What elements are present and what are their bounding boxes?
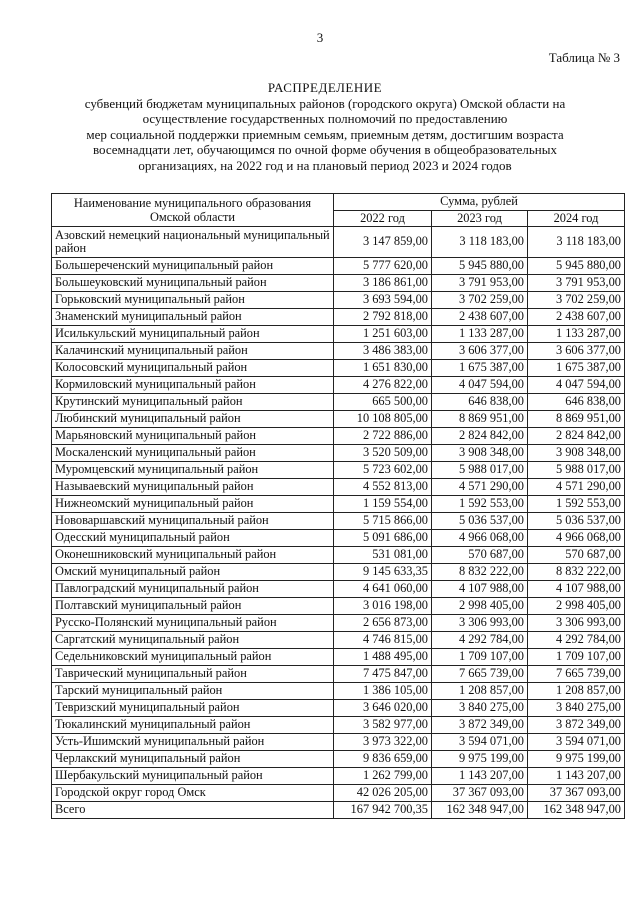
value-2022-cell: 3 147 859,00: [334, 227, 432, 258]
value-2022-cell: 1 488 495,00: [334, 649, 432, 666]
value-2023-cell: 3 702 259,00: [432, 292, 528, 309]
subtitle-line: восемнадцати лет, обучающимся по очной форме обучения в общеобразовательных: [92, 142, 557, 157]
table-row: [52, 649, 625, 666]
value-2024-cell: 4 571 290,00: [528, 479, 625, 496]
value-2023-cell: 5 988 017,00: [432, 462, 528, 479]
region-name-cell: Городской округ город Омск: [52, 785, 334, 802]
value-2023-cell: 4 571 290,00: [432, 479, 528, 496]
value-2024-cell: 3 606 377,00: [528, 343, 625, 360]
value-2022-cell: 5 715 866,00: [334, 513, 432, 530]
value-2022-cell: 1 159 554,00: [334, 496, 432, 513]
region-name-cell: Седельниковский муниципальный район: [52, 649, 334, 666]
region-name-cell: Полтавский муниципальный район: [52, 598, 334, 615]
subtitle-line: субвенций бюджетам муниципальных районов (городского округа) Омской области на: [84, 95, 566, 111]
region-name-cell: Тарский муниципальный район: [52, 683, 334, 700]
value-2024-cell: 2 438 607,00: [528, 309, 625, 326]
year-header-2022: 2022 год: [334, 211, 432, 227]
value-2024-cell: 3 791 953,00: [528, 275, 625, 292]
table-row: [52, 598, 625, 615]
value-2023-cell: 4 047 594,00: [432, 377, 528, 394]
table-row: [52, 700, 625, 717]
value-2024-cell: 3 306 993,00: [528, 615, 625, 632]
value-2024-cell: 3 840 275,00: [528, 700, 625, 717]
title-heading: РАСПРЕДЕЛЕНИЕ: [267, 80, 383, 95]
table-body: [52, 227, 625, 819]
region-name-cell: Нововаршавский муниципальный район: [52, 513, 334, 530]
table-label: Таблица № 3: [548, 50, 620, 65]
value-2024-cell: 3 118 183,00: [528, 227, 625, 258]
value-2022-cell: 1 386 105,00: [334, 683, 432, 700]
value-2022-cell: 167 942 700,35: [334, 802, 432, 819]
region-name-cell: Большеуковский муниципальный район: [52, 275, 334, 292]
value-2024-cell: 3 872 349,00: [528, 717, 625, 734]
value-2024-cell: 4 292 784,00: [528, 632, 625, 649]
value-2022-cell: 1 262 799,00: [334, 768, 432, 785]
region-name-cell: Муромцевский муниципальный район: [52, 462, 334, 479]
table-row: [52, 445, 625, 462]
subtitle-line: осуществление государственных полномочий по предоставлению: [142, 111, 508, 126]
value-2023-cell: 5 036 537,00: [432, 513, 528, 530]
value-2024-cell: 5 988 017,00: [528, 462, 625, 479]
value-2023-cell: 5 945 880,00: [432, 258, 528, 275]
value-2022-cell: 7 475 847,00: [334, 666, 432, 683]
value-2024-cell: 8 832 222,00: [528, 564, 625, 581]
value-2023-cell: 4 107 988,00: [432, 581, 528, 598]
name-column-header: Наименование муниципального образования Омской области: [52, 194, 334, 227]
value-2024-cell: 3 594 071,00: [528, 734, 625, 751]
value-2023-cell: 4 292 784,00: [432, 632, 528, 649]
value-2024-cell: 1 208 857,00: [528, 683, 625, 700]
value-2022-cell: 3 520 509,00: [334, 445, 432, 462]
value-2024-cell: 9 975 199,00: [528, 751, 625, 768]
region-name-cell: Исилькульский муниципальный район: [52, 326, 334, 343]
region-name-cell: Оконешниковский муниципальный район: [52, 547, 334, 564]
value-2024-cell: 1 675 387,00: [528, 360, 625, 377]
region-name-cell: Черлакский муниципальный район: [52, 751, 334, 768]
value-2024-cell: 4 047 594,00: [528, 377, 625, 394]
region-name-cell: Кормиловский муниципальный район: [52, 377, 334, 394]
region-name-cell: Азовский немецкий национальный муниципальный район: [52, 227, 334, 258]
value-2023-cell: 3 840 275,00: [432, 700, 528, 717]
value-2023-cell: 3 908 348,00: [432, 445, 528, 462]
region-name-cell: Любинский муниципальный район: [52, 411, 334, 428]
value-2023-cell: 1 675 387,00: [432, 360, 528, 377]
value-2022-cell: 1 651 830,00: [334, 360, 432, 377]
table-row: [52, 564, 625, 581]
value-2023-cell: 2 824 842,00: [432, 428, 528, 445]
table-row: [52, 615, 625, 632]
table-row: [52, 530, 625, 547]
value-2023-cell: 162 348 947,00: [432, 802, 528, 819]
table-row: [52, 377, 625, 394]
value-2022-cell: 4 276 822,00: [334, 377, 432, 394]
value-2023-cell: 4 966 068,00: [432, 530, 528, 547]
value-2023-cell: 3 306 993,00: [432, 615, 528, 632]
table-row: [52, 513, 625, 530]
table-row: [52, 785, 625, 802]
region-name-cell: Называевский муниципальный район: [52, 479, 334, 496]
value-2023-cell: 37 367 093,00: [432, 785, 528, 802]
value-2023-cell: 3 606 377,00: [432, 343, 528, 360]
region-name-cell: Тевризский муниципальный район: [52, 700, 334, 717]
page-number: 3: [316, 30, 324, 45]
region-name-cell: Омский муниципальный район: [52, 564, 334, 581]
value-2022-cell: 5 091 686,00: [334, 530, 432, 547]
distribution-table: [51, 193, 625, 819]
year-header-2023: 2023 год: [432, 211, 528, 227]
value-2023-cell: 1 143 207,00: [432, 768, 528, 785]
value-2022-cell: 5 723 602,00: [334, 462, 432, 479]
year-header-2024: 2024 год: [528, 211, 625, 227]
value-2024-cell: 162 348 947,00: [528, 802, 625, 819]
value-2023-cell: 3 872 349,00: [432, 717, 528, 734]
table-row: [52, 717, 625, 734]
table-row: [52, 227, 625, 258]
region-name-cell: Большереченский муниципальный район: [52, 258, 334, 275]
table-row: [52, 462, 625, 479]
region-name-cell: Усть-Ишимский муниципальный район: [52, 734, 334, 751]
value-2023-cell: 8 832 222,00: [432, 564, 528, 581]
table-row: [52, 547, 625, 564]
region-name-cell: Павлоградский муниципальный район: [52, 581, 334, 598]
value-2022-cell: 42 026 205,00: [334, 785, 432, 802]
table-row: [52, 479, 625, 496]
table-row: [52, 496, 625, 513]
value-2024-cell: 5 036 537,00: [528, 513, 625, 530]
value-2024-cell: 7 665 739,00: [528, 666, 625, 683]
region-name-cell: Шербакульский муниципальный район: [52, 768, 334, 785]
value-2023-cell: 8 869 951,00: [432, 411, 528, 428]
value-2022-cell: 3 486 383,00: [334, 343, 432, 360]
region-name-cell: Крутинский муниципальный район: [52, 394, 334, 411]
value-2024-cell: 3 908 348,00: [528, 445, 625, 462]
value-2022-cell: 2 656 873,00: [334, 615, 432, 632]
table-row: [52, 275, 625, 292]
table-row: [52, 683, 625, 700]
document-title: [40, 80, 610, 173]
value-2022-cell: 5 777 620,00: [334, 258, 432, 275]
sum-column-header: Сумма, рублей: [334, 194, 625, 211]
value-2023-cell: 1 709 107,00: [432, 649, 528, 666]
value-2023-cell: 3 118 183,00: [432, 227, 528, 258]
value-2022-cell: 10 108 805,00: [334, 411, 432, 428]
table-row: [52, 343, 625, 360]
table-row: [52, 751, 625, 768]
region-name-cell: Саргатский муниципальный район: [52, 632, 334, 649]
total-row: [52, 802, 625, 819]
value-2022-cell: 531 081,00: [334, 547, 432, 564]
region-name-cell: Нижнеомский муниципальный район: [52, 496, 334, 513]
value-2023-cell: 1 592 553,00: [432, 496, 528, 513]
value-2024-cell: 1 709 107,00: [528, 649, 625, 666]
table-row: [52, 309, 625, 326]
value-2022-cell: 9 145 633,35: [334, 564, 432, 581]
value-2022-cell: 4 746 815,00: [334, 632, 432, 649]
value-2023-cell: 3 791 953,00: [432, 275, 528, 292]
table-row: [52, 326, 625, 343]
region-name-cell: Русско-Полянский муниципальный район: [52, 615, 334, 632]
value-2022-cell: 3 693 594,00: [334, 292, 432, 309]
region-name-cell: Горьковский муниципальный район: [52, 292, 334, 309]
value-2024-cell: 570 687,00: [528, 547, 625, 564]
value-2024-cell: 3 702 259,00: [528, 292, 625, 309]
region-name-cell: Знаменский муниципальный район: [52, 309, 334, 326]
region-name-cell: Калачинский муниципальный район: [52, 343, 334, 360]
value-2022-cell: 3 646 020,00: [334, 700, 432, 717]
table-row: [52, 394, 625, 411]
table-row: [52, 360, 625, 377]
value-2024-cell: 1 592 553,00: [528, 496, 625, 513]
value-2023-cell: 2 438 607,00: [432, 309, 528, 326]
table-row: [52, 258, 625, 275]
value-2024-cell: 4 966 068,00: [528, 530, 625, 547]
value-2024-cell: 1 143 207,00: [528, 768, 625, 785]
value-2023-cell: 3 594 071,00: [432, 734, 528, 751]
subtitle-line: организациях, на 2022 год и на плановый период 2023 и 2024 годов: [138, 157, 512, 173]
value-2024-cell: 8 869 951,00: [528, 411, 625, 428]
region-name-cell: Тюкалинский муниципальный район: [52, 717, 334, 734]
value-2022-cell: 3 186 861,00: [334, 275, 432, 292]
table-row: [52, 768, 625, 785]
subtitle-line: мер социальной поддержки приемным семьям, приемным детям, достигшим возраста: [86, 126, 564, 142]
table-row: [52, 428, 625, 445]
value-2022-cell: 9 836 659,00: [334, 751, 432, 768]
value-2022-cell: 4 641 060,00: [334, 581, 432, 598]
value-2023-cell: 7 665 739,00: [432, 666, 528, 683]
value-2024-cell: 2 998 405,00: [528, 598, 625, 615]
value-2023-cell: 570 687,00: [432, 547, 528, 564]
table-row: [52, 734, 625, 751]
value-2024-cell: 37 367 093,00: [528, 785, 625, 802]
value-2022-cell: 1 251 603,00: [334, 326, 432, 343]
table-row: [52, 581, 625, 598]
value-2022-cell: 2 792 818,00: [334, 309, 432, 326]
table-row: [52, 292, 625, 309]
value-2023-cell: 2 998 405,00: [432, 598, 528, 615]
value-2024-cell: 5 945 880,00: [528, 258, 625, 275]
value-2023-cell: 9 975 199,00: [432, 751, 528, 768]
table-row: [52, 666, 625, 683]
region-name-cell: Москаленский муниципальный район: [52, 445, 334, 462]
region-name-cell: Одесский муниципальный район: [52, 530, 334, 547]
table-row: [52, 632, 625, 649]
value-2022-cell: 3 973 322,00: [334, 734, 432, 751]
value-2023-cell: 1 133 287,00: [432, 326, 528, 343]
region-name-cell: Всего: [52, 802, 334, 819]
value-2022-cell: 4 552 813,00: [334, 479, 432, 496]
region-name-cell: Колосовский муниципальный район: [52, 360, 334, 377]
value-2023-cell: 1 208 857,00: [432, 683, 528, 700]
value-2024-cell: 1 133 287,00: [528, 326, 625, 343]
value-2024-cell: 646 838,00: [528, 394, 625, 411]
value-2022-cell: 665 500,00: [334, 394, 432, 411]
value-2024-cell: 2 824 842,00: [528, 428, 625, 445]
value-2024-cell: 4 107 988,00: [528, 581, 625, 598]
value-2023-cell: 646 838,00: [432, 394, 528, 411]
table-row: [52, 411, 625, 428]
region-name-cell: Таврический муниципальный район: [52, 666, 334, 683]
value-2022-cell: 2 722 886,00: [334, 428, 432, 445]
region-name-cell: Марьяновский муниципальный район: [52, 428, 334, 445]
value-2022-cell: 3 016 198,00: [334, 598, 432, 615]
value-2022-cell: 3 582 977,00: [334, 717, 432, 734]
